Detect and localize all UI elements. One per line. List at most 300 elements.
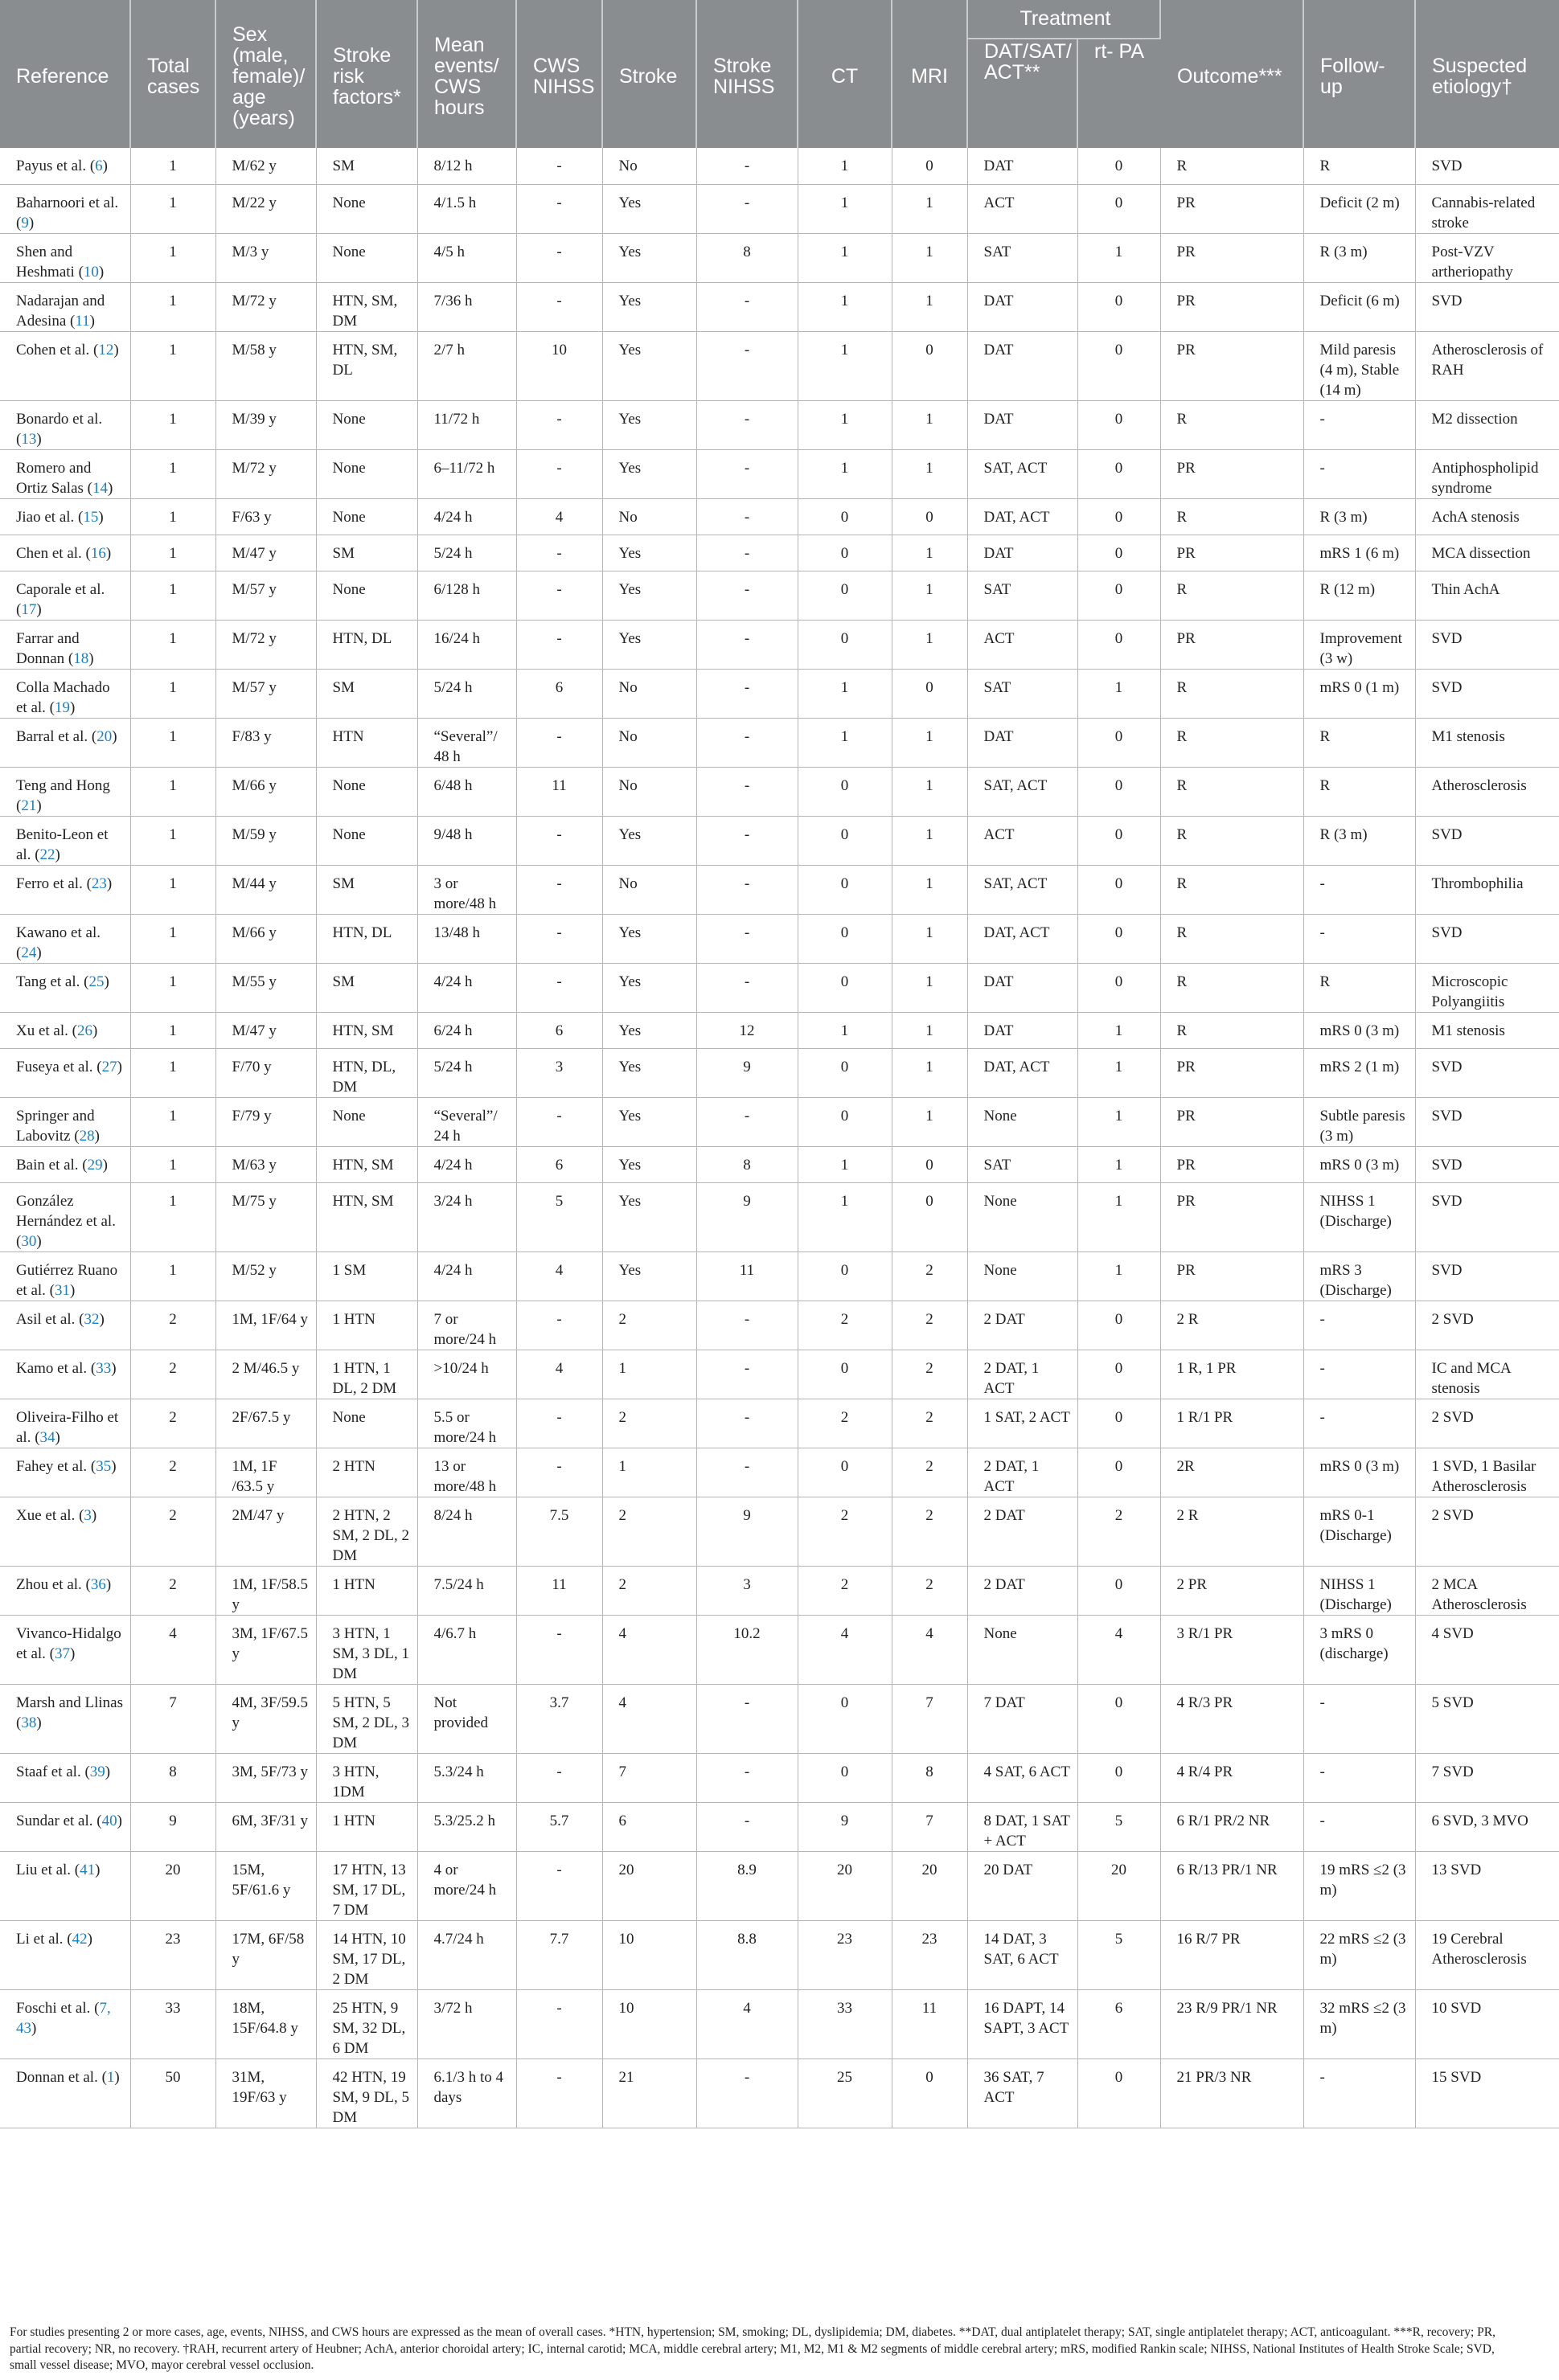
table-row — [0, 1920, 1559, 1989]
cell-risk-factors: HTN — [316, 718, 417, 767]
citation-link[interactable]: 21 — [21, 797, 37, 814]
cell-rt-pa: 1 — [1077, 1182, 1160, 1251]
cell-total-cases: 2 — [130, 1301, 215, 1350]
cell-risk-factors: HTN, SM — [316, 1182, 417, 1251]
cell-stroke-nihss: - — [696, 963, 798, 1012]
cell-mean-events: 4/24 h — [417, 1251, 516, 1301]
cell-risk-factors: SM — [316, 535, 417, 571]
table-row — [0, 1301, 1559, 1350]
cell-mri: 1 — [892, 963, 967, 1012]
cell-cws-nihss: 6 — [516, 1146, 602, 1182]
cell-mean-events: 7/36 h — [417, 282, 516, 331]
cell-reference — [0, 282, 130, 331]
citation-link[interactable]: 33 — [96, 1359, 112, 1377]
cell-risk-factors: 25 HTN, 9 SM, 32 DL, 6 DM — [316, 1989, 417, 2058]
citation-link[interactable]: 10 — [83, 263, 99, 281]
cell-sex-age: M/75 y — [215, 1182, 316, 1251]
cell-cws-nihss: - — [516, 400, 602, 449]
reference-text: Chen et al. ( — [16, 544, 91, 562]
cell-dat-sat-act: ACT — [967, 184, 1077, 233]
cell-outcome: 2R — [1160, 1448, 1303, 1497]
cell-stroke-nihss: - — [696, 1684, 798, 1753]
cell-cws-nihss: 7.5 — [516, 1497, 602, 1566]
cell-follow-up: R — [1303, 148, 1415, 184]
cell-etiology: 19 Cerebral Atherosclerosis — [1415, 1920, 1559, 1989]
cell-total-cases: 1 — [130, 1097, 215, 1146]
cell-stroke: 20 — [602, 1851, 696, 1920]
cell-stroke-nihss: 9 — [696, 1048, 798, 1097]
cell-dat-sat-act: DAT — [967, 535, 1077, 571]
cell-mean-events: 3/72 h — [417, 1989, 516, 2058]
cell-etiology: SVD — [1415, 1146, 1559, 1182]
table-row — [0, 1182, 1559, 1251]
cell-sex-age: M/55 y — [215, 963, 316, 1012]
cell-stroke-nihss: - — [696, 1753, 798, 1802]
cell-stroke: 10 — [602, 1920, 696, 1989]
cell-mri: 0 — [892, 331, 967, 400]
cell-mean-events: 2/7 h — [417, 331, 516, 400]
reference-tail: ) — [98, 508, 104, 526]
citation-link[interactable]: 24 — [21, 944, 37, 961]
cell-cws-nihss: 3.7 — [516, 1684, 602, 1753]
cell-reference — [0, 1399, 130, 1448]
table-body — [0, 148, 1559, 2128]
cell-mean-events: 4/24 h — [417, 1146, 516, 1182]
citation-link[interactable]: 18 — [73, 649, 89, 667]
cell-rt-pa: 1 — [1077, 233, 1160, 282]
citation-link[interactable]: 15 — [83, 508, 99, 526]
cell-cws-nihss: 11 — [516, 767, 602, 816]
reference-text: Shen and Heshmati ( — [16, 243, 84, 281]
citation-link[interactable]: 27 — [101, 1058, 117, 1075]
header-ct: CT — [798, 0, 892, 148]
citation-link[interactable]: 30 — [21, 1232, 37, 1250]
cell-mri: 7 — [892, 1684, 967, 1753]
cell-cws-nihss: - — [516, 282, 602, 331]
reference-text: Springer and Labovitz ( — [16, 1107, 95, 1145]
cell-dat-sat-act: 2 DAT — [967, 1497, 1077, 1566]
cell-reference — [0, 1497, 130, 1566]
cell-outcome: PR — [1160, 1251, 1303, 1301]
cell-sex-age: F/70 y — [215, 1048, 316, 1097]
cell-mean-events: 7.5/24 h — [417, 1566, 516, 1615]
cell-mri: 0 — [892, 498, 967, 535]
citation-link[interactable]: 13 — [21, 430, 37, 448]
cell-follow-up: mRS 0-1 (Discharge) — [1303, 1497, 1415, 1566]
cell-stroke: Yes — [602, 571, 696, 620]
cell-risk-factors: None — [316, 233, 417, 282]
reference-tail: ) — [104, 973, 109, 990]
cell-mean-events: 4/6.7 h — [417, 1615, 516, 1684]
cell-sex-age: 17M, 6F/58 y — [215, 1920, 316, 1989]
cell-sex-age: M/57 y — [215, 669, 316, 718]
cell-mean-events: 13 or more/48 h — [417, 1448, 516, 1497]
cell-outcome: R — [1160, 963, 1303, 1012]
citation-link[interactable]: 32 — [84, 1310, 100, 1328]
cell-total-cases: 33 — [130, 1989, 215, 2058]
cell-ct: 1 — [798, 331, 892, 400]
cell-mean-events: 4/24 h — [417, 498, 516, 535]
table-row — [0, 449, 1559, 498]
cell-etiology: M1 stenosis — [1415, 718, 1559, 767]
cell-sex-age: 6M, 3F/31 y — [215, 1802, 316, 1851]
cell-mean-events: 6–11/72 h — [417, 449, 516, 498]
cell-total-cases: 2 — [130, 1350, 215, 1399]
reference-tail: ) — [111, 1457, 117, 1475]
cell-follow-up: R (3 m) — [1303, 498, 1415, 535]
cell-mean-events: 5.5 or more/24 h — [417, 1399, 516, 1448]
cell-rt-pa: 0 — [1077, 620, 1160, 669]
cell-stroke-nihss: - — [696, 449, 798, 498]
cell-outcome: R — [1160, 148, 1303, 184]
citation-link[interactable]: 39 — [89, 1763, 105, 1780]
cell-reference — [0, 1448, 130, 1497]
cell-stroke-nihss: 10.2 — [696, 1615, 798, 1684]
reference-text: Payus et al. ( — [16, 158, 96, 174]
cell-mri: 1 — [892, 914, 967, 963]
cell-sex-age: F/79 y — [215, 1097, 316, 1146]
cell-reference — [0, 1251, 130, 1301]
cell-mri: 1 — [892, 1012, 967, 1048]
cell-risk-factors: None — [316, 571, 417, 620]
cell-mean-events: 5/24 h — [417, 1048, 516, 1097]
cell-total-cases: 1 — [130, 1146, 215, 1182]
cell-rt-pa: 0 — [1077, 1684, 1160, 1753]
cell-reference — [0, 914, 130, 963]
cell-etiology: Post-VZV artheriopathy — [1415, 233, 1559, 282]
cell-dat-sat-act: 2 DAT, 1 ACT — [967, 1350, 1077, 1399]
header-mri: MRI — [892, 0, 967, 148]
cell-ct: 0 — [798, 1350, 892, 1399]
cell-dat-sat-act: ACT — [967, 620, 1077, 669]
cell-etiology: MCA dissection — [1415, 535, 1559, 571]
cell-follow-up: - — [1303, 1350, 1415, 1399]
cell-stroke: No — [602, 718, 696, 767]
cell-risk-factors: HTN, DL, DM — [316, 1048, 417, 1097]
cell-total-cases: 23 — [130, 1920, 215, 1989]
cell-follow-up: Improvement (3 w) — [1303, 620, 1415, 669]
cell-rt-pa: 0 — [1077, 331, 1160, 400]
cell-stroke: 10 — [602, 1989, 696, 2058]
cell-dat-sat-act: 2 DAT — [967, 1566, 1077, 1615]
cell-ct: 1 — [798, 282, 892, 331]
citation-link[interactable]: 3 — [84, 1506, 92, 1524]
cell-risk-factors: SM — [316, 148, 417, 184]
cell-dat-sat-act: DAT, ACT — [967, 914, 1077, 963]
table-row — [0, 1615, 1559, 1684]
cell-total-cases: 1 — [130, 914, 215, 963]
cell-sex-age: 2 M/46.5 y — [215, 1350, 316, 1399]
citation-link[interactable]: 36 — [90, 1575, 106, 1593]
cell-cws-nihss: - — [516, 620, 602, 669]
reference-tail: ) — [117, 1812, 122, 1829]
header-treatment: Treatment — [967, 0, 1160, 39]
cell-outcome: 3 R/1 PR — [1160, 1615, 1303, 1684]
cell-reference — [0, 449, 130, 498]
cell-mean-events: 4 or more/24 h — [417, 1851, 516, 1920]
reference-tail: ) — [36, 1232, 42, 1250]
cell-ct: 0 — [798, 865, 892, 914]
cell-total-cases: 1 — [130, 184, 215, 233]
cell-stroke: Yes — [602, 535, 696, 571]
cell-etiology: 2 SVD — [1415, 1497, 1559, 1566]
cell-etiology: SVD — [1415, 816, 1559, 865]
cell-risk-factors: None — [316, 400, 417, 449]
cell-total-cases: 8 — [130, 1753, 215, 1802]
cell-mri: 1 — [892, 233, 967, 282]
citation-link[interactable]: 17 — [21, 600, 37, 618]
cell-dat-sat-act: 7 DAT — [967, 1684, 1077, 1753]
citation-link[interactable]: 40 — [101, 1812, 117, 1829]
cell-stroke-nihss: - — [696, 400, 798, 449]
cell-risk-factors: HTN, SM, DM — [316, 282, 417, 331]
cell-total-cases: 1 — [130, 620, 215, 669]
cell-cws-nihss: - — [516, 535, 602, 571]
citation-link[interactable]: 28 — [79, 1127, 95, 1145]
cell-stroke: Yes — [602, 1012, 696, 1048]
cell-ct: 0 — [798, 963, 892, 1012]
cell-ct: 0 — [798, 767, 892, 816]
citation-link[interactable]: 34 — [39, 1428, 55, 1446]
citation-link[interactable]: 12 — [98, 341, 114, 358]
cell-etiology: 2 SVD — [1415, 1399, 1559, 1448]
cell-etiology: SVD — [1415, 914, 1559, 963]
cell-reference — [0, 1684, 130, 1753]
cell-outcome: 2 R — [1160, 1497, 1303, 1566]
cell-etiology: 7 SVD — [1415, 1753, 1559, 1802]
cell-follow-up: Mild paresis (4 m), Stable (14 m) — [1303, 331, 1415, 400]
cell-outcome: R — [1160, 718, 1303, 767]
cell-etiology: SVD — [1415, 669, 1559, 718]
cell-stroke-nihss: - — [696, 669, 798, 718]
cell-sex-age: M/72 y — [215, 449, 316, 498]
cell-total-cases: 1 — [130, 331, 215, 400]
table-row — [0, 1448, 1559, 1497]
cell-etiology: AchA stenosis — [1415, 498, 1559, 535]
reference-text: Xu et al. ( — [16, 1022, 77, 1039]
cell-follow-up: - — [1303, 1802, 1415, 1851]
cell-risk-factors: 14 HTN, 10 SM, 17 DL, 2 DM — [316, 1920, 417, 1989]
cell-cws-nihss: 5.7 — [516, 1802, 602, 1851]
reference-tail: ) — [70, 698, 76, 716]
cell-reference — [0, 1753, 130, 1802]
header-risk-factors: Stroke risk factors* — [316, 0, 417, 148]
cell-outcome: PR — [1160, 1097, 1303, 1146]
citation-link[interactable]: 42 — [72, 1930, 88, 1948]
reference-tail: ) — [36, 1714, 42, 1731]
reference-text: Bonardo et al. ( — [16, 410, 103, 448]
cell-stroke-nihss: 3 — [696, 1566, 798, 1615]
cell-dat-sat-act: DAT — [967, 400, 1077, 449]
cell-mri: 1 — [892, 816, 967, 865]
citation-link[interactable]: 1 — [106, 2068, 115, 2086]
citation-link[interactable]: 37 — [55, 1645, 71, 1662]
cell-rt-pa: 0 — [1077, 816, 1160, 865]
citation-link[interactable]: 14 — [92, 479, 108, 497]
cell-rt-pa: 0 — [1077, 282, 1160, 331]
cell-risk-factors: None — [316, 1097, 417, 1146]
cell-etiology: Antiphospholipid syndrome — [1415, 449, 1559, 498]
cell-rt-pa: 1 — [1077, 1251, 1160, 1301]
cell-outcome: R — [1160, 571, 1303, 620]
cell-follow-up: - — [1303, 1399, 1415, 1448]
reference-text: Asil et al. ( — [16, 1310, 84, 1328]
cell-total-cases: 9 — [130, 1802, 215, 1851]
table-row — [0, 535, 1559, 571]
cell-mri: 23 — [892, 1920, 967, 1989]
cell-mean-events: 3 or more/48 h — [417, 865, 516, 914]
cell-rt-pa: 0 — [1077, 1566, 1160, 1615]
citation-link[interactable]: 7, 43 — [16, 1999, 111, 2037]
cell-risk-factors: 1 HTN — [316, 1566, 417, 1615]
cell-mri: 0 — [892, 148, 967, 184]
cell-outcome: 23 R/9 PR/1 NR — [1160, 1989, 1303, 2058]
citation-link[interactable]: 16 — [90, 544, 106, 562]
reference-tail: ) — [112, 727, 117, 745]
cell-rt-pa: 0 — [1077, 1399, 1160, 1448]
cell-mean-events: 13/48 h — [417, 914, 516, 963]
table-row — [0, 1566, 1559, 1615]
cell-reference — [0, 767, 130, 816]
reference-text: Xue et al. ( — [16, 1506, 84, 1524]
reference-text: Gutiérrez Ruano et al. ( — [16, 1261, 118, 1299]
cell-dat-sat-act: 36 SAT, 7 ACT — [967, 2058, 1077, 2128]
cell-etiology: Atherosclerosis of RAH — [1415, 331, 1559, 400]
cell-cws-nihss: 7.7 — [516, 1920, 602, 1989]
citation-link[interactable]: 11 — [75, 312, 90, 330]
cell-ct: 20 — [798, 1851, 892, 1920]
cell-ct: 2 — [798, 1497, 892, 1566]
reference-tail: ) — [91, 1506, 97, 1524]
cell-follow-up: - — [1303, 2058, 1415, 2128]
cell-sex-age: M/3 y — [215, 233, 316, 282]
cell-follow-up: mRS 0 (3 m) — [1303, 1146, 1415, 1182]
cell-stroke-nihss: - — [696, 1399, 798, 1448]
cell-cws-nihss: - — [516, 963, 602, 1012]
cell-stroke: 6 — [602, 1802, 696, 1851]
reference-text: Baharnoori et al. ( — [16, 194, 119, 231]
cell-stroke: 21 — [602, 2058, 696, 2128]
cell-sex-age: 1M, 1F/64 y — [215, 1301, 316, 1350]
cell-stroke: 1 — [602, 1448, 696, 1497]
cell-stroke: Yes — [602, 1146, 696, 1182]
cell-rt-pa: 0 — [1077, 2058, 1160, 2128]
citation-link[interactable]: 26 — [76, 1022, 92, 1039]
reference-tail: ) — [105, 1763, 111, 1780]
cell-risk-factors: 1 HTN — [316, 1802, 417, 1851]
table-footnote — [10, 2325, 1513, 2374]
cell-stroke: Yes — [602, 1251, 696, 1301]
cell-dat-sat-act: None — [967, 1097, 1077, 1146]
cell-cws-nihss: - — [516, 1301, 602, 1350]
citation-link[interactable]: 29 — [87, 1156, 103, 1174]
reference-tail: ) — [36, 944, 42, 961]
cell-mean-events: >10/24 h — [417, 1350, 516, 1399]
citation-link[interactable]: 25 — [88, 973, 105, 990]
cell-dat-sat-act: None — [967, 1251, 1077, 1301]
cell-outcome: 21 PR/3 NR — [1160, 2058, 1303, 2128]
cell-etiology: Thin AchA — [1415, 571, 1559, 620]
cell-dat-sat-act: 20 DAT — [967, 1851, 1077, 1920]
cell-etiology: 6 SVD, 3 MVO — [1415, 1802, 1559, 1851]
citation-link[interactable]: 9 — [21, 214, 29, 231]
cell-sex-age: 1M, 1F/58.5 y — [215, 1566, 316, 1615]
cell-mri: 0 — [892, 2058, 967, 2128]
citation-link[interactable]: 19 — [55, 698, 71, 716]
cell-stroke: Yes — [602, 282, 696, 331]
cell-stroke-nihss: - — [696, 282, 798, 331]
cell-mri: 1 — [892, 767, 967, 816]
cell-dat-sat-act: SAT — [967, 233, 1077, 282]
cell-ct: 0 — [798, 1684, 892, 1753]
reference-text: Kawano et al. ( — [16, 924, 101, 961]
citation-link[interactable]: 38 — [21, 1714, 37, 1731]
cell-outcome: R — [1160, 400, 1303, 449]
cell-outcome: 1 R, 1 PR — [1160, 1350, 1303, 1399]
cell-sex-age: M/39 y — [215, 400, 316, 449]
citation-link[interactable]: 35 — [96, 1457, 112, 1475]
cell-stroke-nihss: 4 — [696, 1989, 798, 2058]
cell-rt-pa: 6 — [1077, 1989, 1160, 2058]
cell-mri: 0 — [892, 669, 967, 718]
cell-mean-events: 5.3/24 h — [417, 1753, 516, 1802]
cell-risk-factors: HTN, DL — [316, 620, 417, 669]
cell-reference — [0, 400, 130, 449]
cell-reference — [0, 148, 130, 184]
cell-reference — [0, 331, 130, 400]
cell-reference — [0, 620, 130, 669]
cell-ct: 1 — [798, 449, 892, 498]
cell-outcome: R — [1160, 767, 1303, 816]
cell-total-cases: 1 — [130, 449, 215, 498]
cell-mri: 8 — [892, 1753, 967, 1802]
cell-rt-pa: 0 — [1077, 914, 1160, 963]
cell-risk-factors: 1 HTN — [316, 1301, 417, 1350]
cell-mri: 1 — [892, 184, 967, 233]
cell-mean-events: 6/24 h — [417, 1012, 516, 1048]
cell-dat-sat-act: DAT — [967, 282, 1077, 331]
header-dat-sat-act: DAT/SAT/ ACT** — [967, 39, 1077, 148]
header-sex-age: Sex (male, female)/ age (years) — [215, 0, 316, 148]
citation-link[interactable]: 41 — [80, 1861, 96, 1878]
citation-link[interactable]: 31 — [55, 1281, 71, 1299]
cell-sex-age: M/59 y — [215, 816, 316, 865]
cell-reference — [0, 184, 130, 233]
citation-link[interactable]: 6 — [95, 158, 103, 174]
reference-text: González Hernández et al. ( — [16, 1192, 116, 1250]
cell-cws-nihss: 6 — [516, 1012, 602, 1048]
cell-cws-nihss: 11 — [516, 1566, 602, 1615]
cell-stroke-nihss: - — [696, 1097, 798, 1146]
cell-risk-factors: None — [316, 816, 417, 865]
cell-ct: 9 — [798, 1802, 892, 1851]
cell-rt-pa: 1 — [1077, 1097, 1160, 1146]
cell-follow-up: - — [1303, 1753, 1415, 1802]
table-row — [0, 1048, 1559, 1097]
citation-link[interactable]: 23 — [91, 875, 107, 892]
cell-etiology: IC and MCA stenosis — [1415, 1350, 1559, 1399]
cell-sex-age: F/83 y — [215, 718, 316, 767]
citation-link[interactable]: 22 — [39, 846, 55, 863]
cell-reference — [0, 1097, 130, 1146]
cell-mri: 20 — [892, 1851, 967, 1920]
reference-tail: ) — [105, 544, 112, 562]
citation-link[interactable]: 20 — [96, 727, 113, 745]
cell-cws-nihss: 4 — [516, 1350, 602, 1399]
cell-sex-age: M/47 y — [215, 1012, 316, 1048]
cell-outcome: PR — [1160, 449, 1303, 498]
header-follow-up: Follow- up — [1303, 0, 1415, 148]
